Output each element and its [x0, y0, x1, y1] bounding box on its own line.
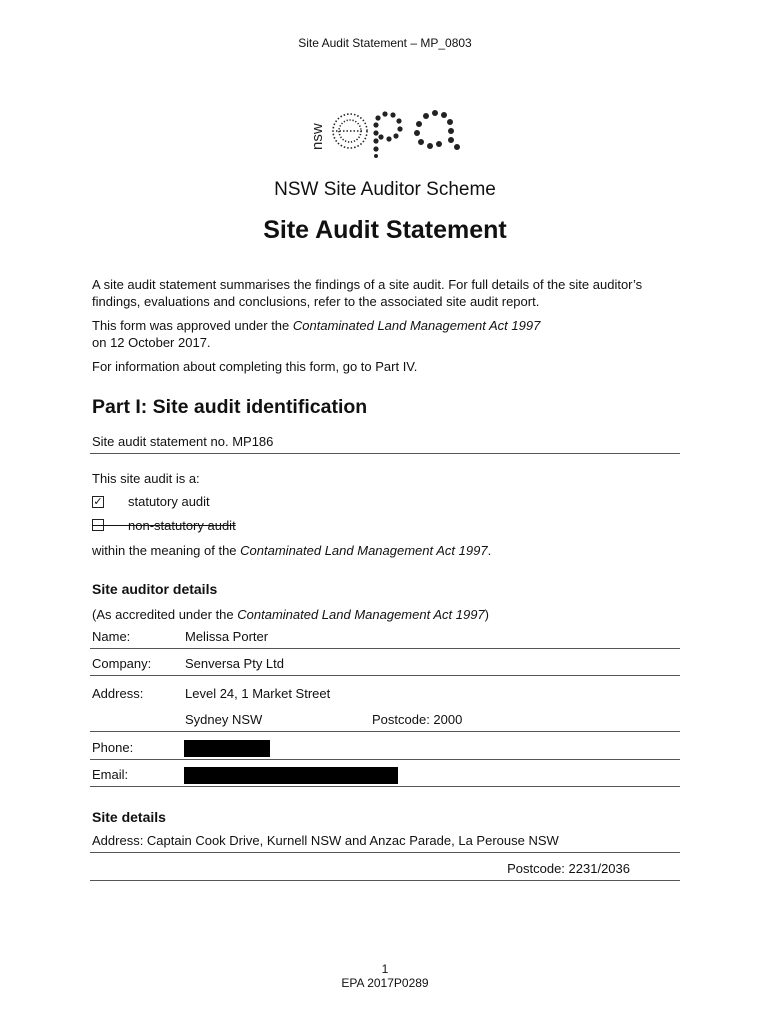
email-row	[90, 763, 680, 787]
logo-nsw-text: nsw	[309, 123, 326, 150]
statutory-label: statutory audit	[128, 494, 210, 509]
company-label: Company:	[92, 656, 152, 671]
site-postcode-row	[90, 857, 680, 881]
approval-act: Contaminated Land Management Act 1997	[292, 318, 541, 333]
page-header: Site Audit Statement – MP_0803	[298, 36, 472, 50]
footer-code: EPA 2017P0289	[341, 976, 429, 990]
site-address: Address: Captain Cook Drive, Kurnell NSW and Anzac Parade, La Perouse NSW	[92, 833, 559, 848]
address-line2: Sydney NSW	[185, 712, 263, 727]
address-line1: Level 24, 1 Market Street	[185, 686, 331, 701]
logo-e-mark	[333, 114, 367, 148]
name-label: Name:	[92, 629, 131, 644]
page-number: 1	[381, 962, 389, 976]
accredited-end: )	[484, 607, 489, 622]
phone-redaction	[184, 740, 270, 757]
intro-paragraph: A site audit statement summarises the findings of a site audit. For full details of the site auditor’s findings, evaluations and conclusions, refer to the associated site audit report.	[92, 277, 643, 309]
accredited-act: Contaminated Land Management Act 1997	[237, 607, 485, 622]
nsw-epa-logo	[308, 104, 464, 158]
logo-p-mark	[373, 111, 402, 158]
statutory-checkbox[interactable]: ✓	[93, 496, 103, 508]
company-row	[90, 652, 680, 676]
auditor-name: Melissa Porter	[185, 629, 269, 644]
approval-paragraph	[92, 317, 692, 351]
phone-row	[90, 736, 680, 760]
statement-number: Site audit statement no. MP186	[92, 434, 274, 449]
meaning-end: .	[487, 543, 492, 558]
statement-number-row	[90, 430, 680, 454]
audit-type-label: This site audit is a:	[92, 471, 200, 486]
auditor-name-row	[90, 625, 680, 649]
strike-line	[92, 525, 128, 526]
info-paragraph: For information about completing this form, go to Part IV.	[92, 359, 418, 374]
part1-heading: Part I: Site audit identification	[92, 396, 368, 418]
accredited-paragraph	[92, 606, 692, 623]
phone-label: Phone:	[92, 740, 134, 755]
address-row-2	[90, 708, 680, 732]
document-title: Site Audit Statement	[263, 216, 507, 244]
approval-text: This form was approved under the	[92, 318, 293, 333]
non-statutory-label: non-statutory audit	[128, 518, 236, 533]
site-postcode: Postcode: 2231/2036	[507, 861, 630, 876]
site-heading: Site details	[92, 809, 166, 825]
meaning-text: within the meaning of the	[92, 543, 241, 558]
auditor-postcode: Postcode: 2000	[372, 712, 463, 727]
meaning-paragraph	[92, 542, 692, 559]
email-redaction	[184, 767, 398, 784]
logo-a-mark	[414, 110, 460, 150]
email-label: Email:	[92, 767, 129, 782]
scheme-title: NSW Site Auditor Scheme	[274, 179, 496, 200]
meaning-act: Contaminated Land Management Act 1997	[240, 543, 488, 558]
company-value: Senversa Pty Ltd	[185, 656, 284, 671]
address-label: Address:	[92, 686, 144, 701]
address-row	[90, 681, 680, 705]
approval-date: on 12 October 2017.	[92, 335, 211, 350]
accredited-text: (As accredited under the	[92, 607, 238, 622]
site-address-row	[90, 829, 680, 853]
auditor-heading: Site auditor details	[92, 581, 218, 597]
